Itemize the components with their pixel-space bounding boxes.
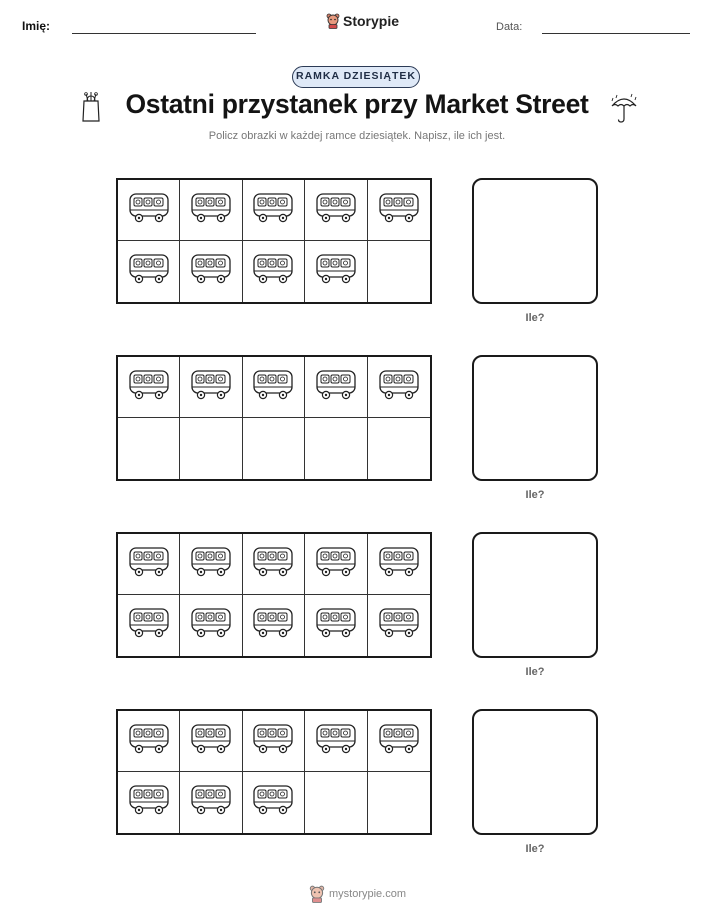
ten-frame-cell — [368, 772, 430, 833]
bus-icon — [377, 368, 421, 407]
ten-frame-cell — [243, 595, 305, 656]
footer-url: mystorypie.com — [329, 888, 407, 900]
name-label: Imię: — [22, 19, 51, 33]
date-label: Data: — [496, 21, 523, 33]
grocery-bag-icon — [80, 91, 102, 123]
ten-frame-cell — [305, 357, 367, 418]
bus-icon — [189, 191, 233, 230]
ten-frame-cell — [305, 241, 367, 302]
date-line[interactable] — [542, 33, 690, 34]
ten-frame-cell — [243, 772, 305, 833]
ten-frame-cell — [243, 180, 305, 241]
ten-frame-cell — [305, 418, 367, 479]
bus-icon — [251, 191, 295, 230]
bus-icon — [189, 252, 233, 291]
ten-frame-cell — [243, 357, 305, 418]
ten-frame-3 — [116, 532, 432, 658]
ten-frame-cell — [305, 595, 367, 656]
ten-frame-1 — [116, 178, 432, 304]
ten-frame-cell — [368, 534, 430, 595]
ten-frame-cell — [368, 711, 430, 772]
bus-icon — [189, 368, 233, 407]
bus-icon — [377, 545, 421, 584]
answer-box-3[interactable] — [472, 532, 598, 658]
bus-icon — [127, 783, 171, 822]
bus-icon — [189, 606, 233, 645]
bus-icon — [127, 368, 171, 407]
ten-frame-cell — [118, 534, 180, 595]
page-title: Ostatni przystanek przy Market Street — [125, 89, 589, 119]
bus-icon — [251, 368, 295, 407]
brand-logo — [326, 13, 399, 29]
ten-frame-cell — [180, 241, 242, 302]
bus-icon — [251, 722, 295, 761]
ten-frame-cell — [180, 595, 242, 656]
answer-box-2[interactable] — [472, 355, 598, 481]
ten-frame-cell — [368, 595, 430, 656]
footer — [309, 885, 406, 903]
bus-icon — [251, 783, 295, 822]
ten-frame-cell — [180, 534, 242, 595]
bus-icon — [189, 722, 233, 761]
ten-frame-cell — [243, 534, 305, 595]
bus-icon — [251, 606, 295, 645]
bear-logo-icon — [309, 885, 325, 903]
bus-icon — [314, 722, 358, 761]
bus-icon — [314, 545, 358, 584]
bus-icon — [314, 191, 358, 230]
ten-frame-2 — [116, 355, 432, 481]
ten-frame-cell — [180, 180, 242, 241]
bus-icon — [251, 545, 295, 584]
instructions: Policz obrazki w każdej ramce dziesiątek. Napisz, ile ich jest. — [208, 130, 506, 142]
bus-icon — [127, 252, 171, 291]
name-line[interactable] — [72, 33, 256, 34]
ten-frame-cell — [305, 534, 367, 595]
ten-frame-cell — [243, 241, 305, 302]
bus-icon — [314, 252, 358, 291]
bus-icon — [314, 368, 358, 407]
ten-frame-cell — [305, 180, 367, 241]
ten-frame-cell — [243, 418, 305, 479]
answer-prompt-1: Ile? — [525, 312, 545, 324]
ten-frame-cell — [368, 180, 430, 241]
ten-frame-cell — [118, 357, 180, 418]
bus-icon — [127, 606, 171, 645]
ten-frame-cell — [305, 711, 367, 772]
bus-icon — [189, 545, 233, 584]
ten-frame-cell — [118, 241, 180, 302]
bus-icon — [251, 252, 295, 291]
answer-box-1[interactable] — [472, 178, 598, 304]
bus-icon — [377, 606, 421, 645]
answer-prompt-2: Ile? — [525, 489, 545, 501]
ten-frame-cell — [118, 711, 180, 772]
ten-frame-cell — [118, 418, 180, 479]
bus-icon — [127, 545, 171, 584]
ten-frame-cell — [118, 595, 180, 656]
ten-frame-cell — [180, 357, 242, 418]
bus-icon — [189, 783, 233, 822]
ten-frame-4 — [116, 709, 432, 835]
bus-icon — [377, 191, 421, 230]
answer-box-4[interactable] — [472, 709, 598, 835]
ten-frame-cell — [180, 418, 242, 479]
answer-prompt-3: Ile? — [525, 666, 545, 678]
brand-name: Storypie — [343, 13, 400, 29]
ten-frame-cell — [118, 772, 180, 833]
ten-frame-cell — [118, 180, 180, 241]
ten-frame-cell — [243, 711, 305, 772]
ten-frame-cell — [180, 772, 242, 833]
bear-logo-icon — [326, 13, 340, 29]
ten-frame-cell — [180, 711, 242, 772]
ten-frame-cell — [368, 357, 430, 418]
ten-frame-cell — [305, 772, 367, 833]
ten-frame-cell — [368, 418, 430, 479]
bus-icon — [377, 722, 421, 761]
worksheet-badge: RAMKA DZIESIĄTEK — [292, 66, 420, 88]
bus-icon — [314, 606, 358, 645]
answer-prompt-4: Ile? — [525, 843, 545, 855]
bus-icon — [127, 191, 171, 230]
umbrella-icon — [609, 92, 639, 124]
bus-icon — [127, 722, 171, 761]
ten-frame-cell — [368, 241, 430, 302]
